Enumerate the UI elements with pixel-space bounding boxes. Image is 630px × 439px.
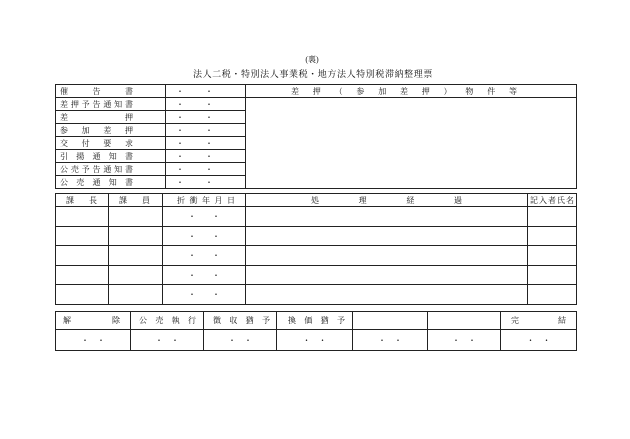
status-liquidation-deferral-label: 換価猶予 — [277, 312, 353, 330]
log-row — [56, 227, 577, 246]
negotiation-date-cell: ・ ・ — [163, 227, 246, 246]
staff-cell — [109, 285, 163, 305]
recorder-cell — [528, 227, 577, 246]
negotiation-date-cell: ・ ・ — [163, 266, 246, 285]
action-label: 参加差押 — [56, 124, 166, 137]
actions-table — [55, 84, 577, 189]
chief-cell — [56, 207, 109, 227]
action-date: ・ ・ — [166, 111, 246, 124]
log-row — [56, 207, 577, 227]
status-blank-label — [353, 312, 428, 330]
status-collection-deferral-label: 徴収猶予 — [204, 312, 277, 330]
staff-cell — [109, 266, 163, 285]
action-date: ・ ・ — [166, 98, 246, 111]
header-staff: 課員 — [109, 194, 163, 207]
staff-cell — [109, 207, 163, 227]
action-date: ・ ・ — [166, 176, 246, 189]
action-label: 交付要求 — [56, 137, 166, 150]
action-label: 差押予告通知書 — [56, 98, 166, 111]
action-label: 催告書 — [56, 85, 166, 98]
chief-cell — [56, 285, 109, 305]
recorder-cell — [528, 246, 577, 266]
status-date-row — [56, 330, 577, 351]
log-header-row — [56, 194, 577, 207]
chief-cell — [56, 266, 109, 285]
progress-cell — [246, 285, 528, 305]
action-label: 公売予告通知書 — [56, 163, 166, 176]
log-row — [56, 285, 577, 305]
action-date: ・ ・ — [166, 137, 246, 150]
staff-cell — [109, 227, 163, 246]
header-negotiation-date: 折衝年月日 — [163, 194, 246, 207]
staff-cell — [109, 246, 163, 266]
progress-cell — [246, 207, 528, 227]
status-blank-date: ・ ・ — [353, 330, 428, 351]
processing-log-table — [55, 193, 577, 305]
status-public-sale-label: 公売執行 — [131, 312, 204, 330]
status-completion-label: 完結 — [501, 312, 577, 330]
log-row — [56, 266, 577, 285]
progress-cell — [246, 266, 528, 285]
reverse-side-label: (裏) — [305, 55, 319, 64]
header-progress: 処理経過 — [246, 194, 528, 207]
recorder-cell — [528, 285, 577, 305]
negotiation-date-cell: ・ ・ — [163, 246, 246, 266]
status-collection-deferral-date: ・ ・ — [204, 330, 277, 351]
negotiation-date-cell: ・ ・ — [163, 207, 246, 227]
negotiation-date-cell: ・ ・ — [163, 285, 246, 305]
action-row — [56, 98, 577, 111]
action-date: ・ ・ — [166, 163, 246, 176]
action-label: 差押 — [56, 111, 166, 124]
progress-cell — [246, 227, 528, 246]
form-title: 法人二税・特別法人事業税・地方法人特別税滞納整理票 — [192, 69, 433, 79]
status-completion-date: ・ ・ — [501, 330, 577, 351]
action-date: ・ ・ — [166, 150, 246, 163]
chief-cell — [56, 227, 109, 246]
chief-cell — [56, 246, 109, 266]
recorder-cell — [528, 207, 577, 227]
status-blank-label — [428, 312, 501, 330]
action-date: ・ ・ — [166, 85, 246, 98]
action-date: ・ ・ — [166, 124, 246, 137]
status-blank-date: ・ ・ — [428, 330, 501, 351]
status-liquidation-deferral-date: ・ ・ — [277, 330, 353, 351]
status-header-row — [56, 312, 577, 330]
property-details-area — [246, 98, 577, 189]
action-label: 公売通知書 — [56, 176, 166, 189]
status-release-date: ・ ・ — [56, 330, 131, 351]
property-header: 差押（参加差押）物件等 — [246, 85, 577, 98]
status-release-label: 解除 — [56, 312, 131, 330]
log-row — [56, 246, 577, 266]
status-table — [55, 311, 577, 351]
status-public-sale-date: ・ ・ — [131, 330, 204, 351]
action-row — [56, 85, 577, 98]
header-recorder: 記入者氏名 — [528, 194, 577, 207]
header-section-chief: 課長 — [56, 194, 109, 207]
action-label: 引揚通知書 — [56, 150, 166, 163]
recorder-cell — [528, 266, 577, 285]
progress-cell — [246, 246, 528, 266]
